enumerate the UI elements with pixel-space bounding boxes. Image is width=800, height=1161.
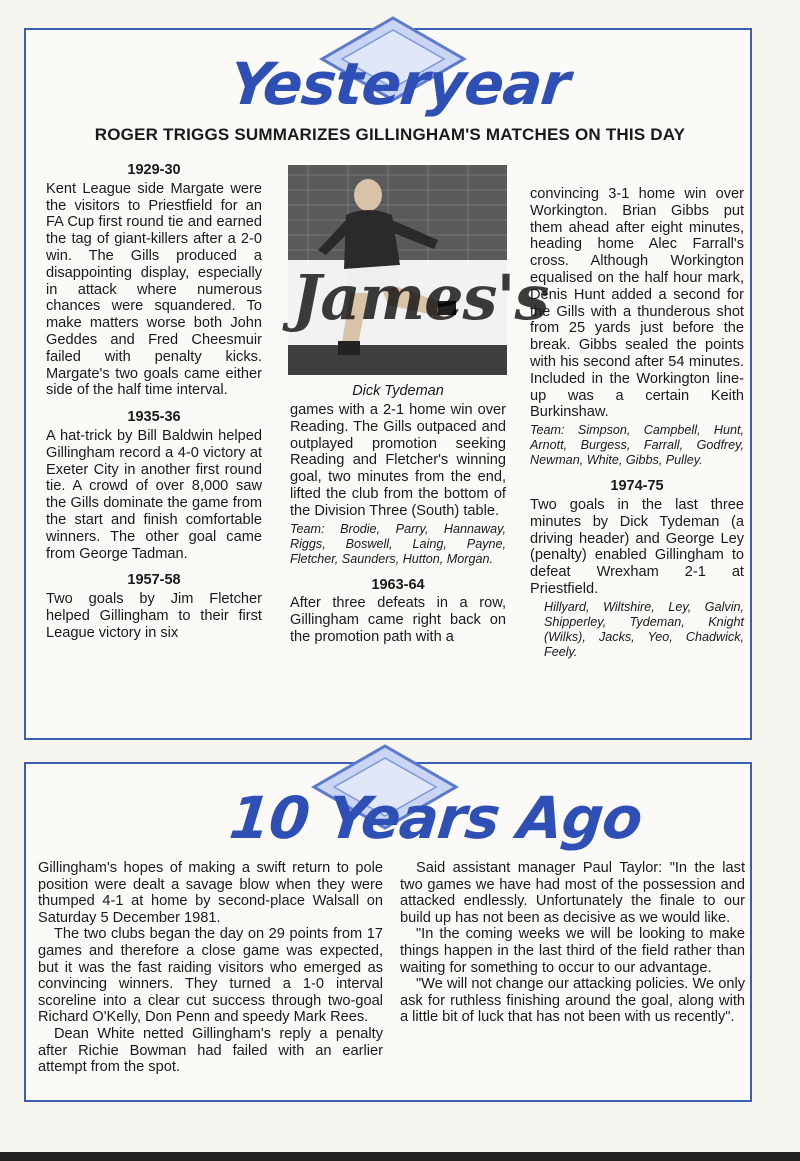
season-heading: 1929-30 — [127, 162, 181, 178]
match-report: Two goals by Jim Fletcher helped Gillingham to their first League victory in six — [46, 591, 262, 641]
yesteryear-subtitle: ROGER TRIGGS SUMMARIZES GILLINGHAM'S MATCHES ON THIS DAY — [94, 125, 686, 144]
article-paragraph: "In the coming weeks we will be looking to make things happen in the last third of the field rather than waiting for something to occur to our advantage. — [400, 926, 745, 976]
season-heading: 1935-36 — [127, 409, 181, 426]
match-report: games with a 2-1 home win over Reading. The Gills outpaced and outplayed promotion seeking Reading and Fletcher's winning goal, two minutes from the end, lifted the club from the bottom of the Division Three (South) table. — [290, 402, 506, 519]
match-report: After three defeats in a row, Gillingham came right back on the promotion path with a — [290, 595, 506, 645]
article-paragraph: The two clubs began the day on 29 points from 17 games and therefore a close game was expected, but it was the fast raiding visitors who emerged as convincing winners. They turned a 1-0 interval scoreline into a clear cut success through two-goal Richard O'Kelly, Don Penn and speedy Mark Rees. — [38, 926, 383, 1026]
ten-years-column-a — [38, 860, 383, 1076]
yesteryear-column-c — [530, 186, 744, 660]
season-heading: 1957-58 — [127, 572, 181, 589]
team-lineup: Team: Simpson, Campbell, Hunt, Arnott, Burgess, Farrall, Godfrey, Newman, White, Gibbs, Pulley. — [530, 423, 744, 468]
season-heading: 1963-64 — [371, 576, 425, 593]
article-paragraph: Dean White netted Gillingham's reply a penalty after Richie Bowman had failed with an earlier attempt from the spot. — [38, 1025, 383, 1076]
page-bottom-edge — [0, 1152, 800, 1161]
player-photo — [288, 165, 549, 375]
article-paragraph: Gillingham's hopes of making a swift return to pole position were dealt a savage blow when they were thumped 4-1 at home by second-place Walsall on Saturday 5 December 1981. — [38, 860, 383, 926]
match-report: Kent League side Margate were the visitors to Priestfield for an FA Cup first round tie and earned the tag of giant-killers after a 2-0 win. The Gills produced a disappointing display, especially in attack where numerous chances were squandered. To make matters worse both John Geddes and Fred Cheesmuir failed with penalty kicks. Margate's two goals came either side of the half time interval. — [46, 180, 262, 399]
team-lineup: Hillyard, Wiltshire, Ley, Galvin, Shipperley, Tydeman, Knight (Wilks), Jacks, Yeo, Chadwick, Feely. — [544, 599, 744, 659]
article-paragraph: Said assistant manager Paul Taylor: "In the last two games we have had most of the possession and attacked endlessly. Unfortunately the finale to our build up has not been as decisive as we would like. — [400, 860, 745, 926]
ten-years-column-b — [400, 860, 745, 1026]
article-paragraph: "We will not change our attacking policies. We only ask for ruthless finishing around the goal, along with a little bit of luck that has not been with us recently". — [400, 976, 745, 1026]
yesteryear-title: Yesteryear — [226, 50, 573, 118]
match-report: A hat-trick by Bill Baldwin helped Gillingham record a 4-0 victory at Exeter City in another first round tie. A crowd of over 8,000 saw the Gills dominate the game from the start and finish comfortable winners. The other goal came from George Tadman. — [46, 427, 262, 562]
stadium-sign-text: James's — [292, 261, 549, 334]
yesteryear-column-b — [290, 402, 506, 646]
match-report: convincing 3-1 home win over Workington. Brian Gibbs put them ahead after eight minutes, heading home Alec Farrall's cross. Although Workington equalised on the half hour mark, Denis Hunt added a second for the Gills with a thunderous shot from 25 yards just before the break. Gibbs sealed the points with his second after 54 minutes. Included in the Workington line-up was a certain Keith Burkinshaw. — [530, 186, 744, 421]
photo-caption: Dick Tydeman — [352, 383, 444, 399]
season-heading: 1974-75 — [610, 478, 664, 495]
team-lineup: Team: Brodie, Parry, Hannaway, Riggs, Boswell, Laing, Payne, Fletcher, Saunders, Hutton, Morgan. — [290, 521, 506, 566]
ten-years-ago-title: 10 Years Ago — [226, 784, 646, 852]
yesteryear-column-a — [46, 162, 262, 642]
match-report: Two goals in the last three minutes by Dick Tydeman (a driving header) and George Ley (penalty) enabled Gillingham to defeat Wrexham 2-1 at Priestfield. — [530, 496, 744, 597]
